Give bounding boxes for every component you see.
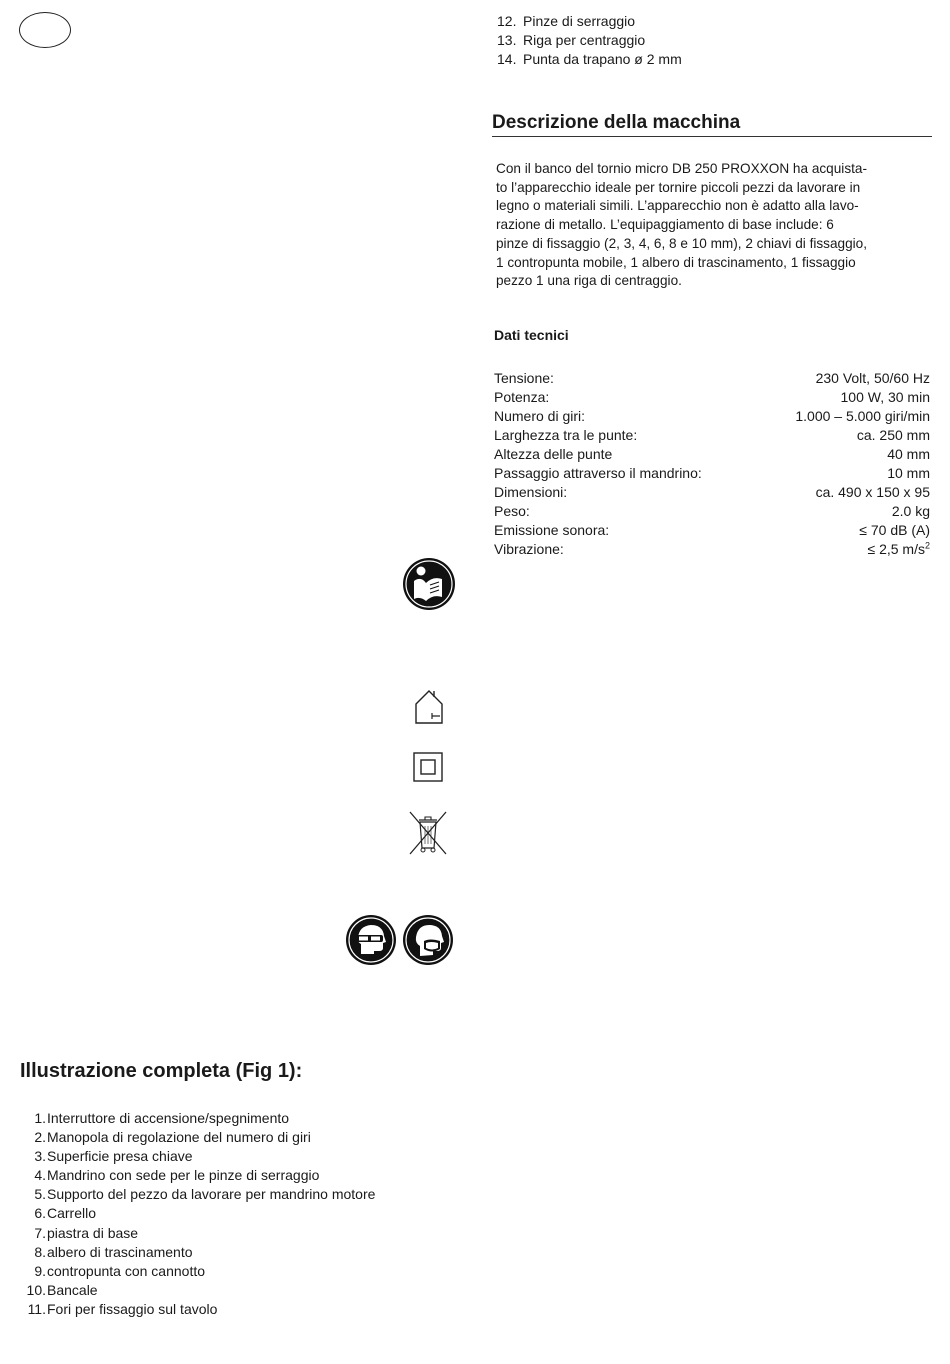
spec-value-text: ≤ 2,5 m/s (867, 541, 925, 557)
description-line: pezzo 1 una riga di centraggio. (496, 273, 682, 289)
list-item: 11. Fori per fissaggio sul tavolo (27, 1300, 218, 1317)
safety-goggles-icon (345, 914, 397, 966)
spec-label: Numero di giri: (494, 408, 586, 424)
tech-data-table (494, 369, 930, 559)
description-line: Con il banco del tornio micro DB 250 PROXXON ha acquista- (496, 161, 867, 176)
figure-parts-list (20, 1109, 440, 1319)
spec-value: 100 W, 30 min (840, 389, 930, 405)
spec-value-exponent: 2 (924, 540, 930, 551)
spec-value: 230 Volt, 50/60 Hz (815, 370, 930, 386)
spec-label: Potenza: (494, 389, 550, 405)
figure-heading: Illustrazione completa (Fig 1): (20, 1060, 303, 1082)
spec-value: ≤ 70 dB (A) (859, 522, 930, 538)
indoor-use-icon (412, 688, 446, 726)
list-item: 12. Pinze di serraggio (497, 13, 636, 29)
description-line: pinze di fissaggio (2, 3, 4, 6, 8 e 10 mm), 2 chiavi di fissaggio, (496, 235, 867, 251)
crossed-bin-icon (407, 810, 449, 856)
list-item: 8. albero di trascinamento (34, 1243, 193, 1260)
description-heading: Descrizione della macchina (492, 112, 932, 137)
read-manual-icon (402, 557, 456, 611)
spec-label: Emissione sonora: (494, 522, 610, 538)
list-item: 2. Manopola di regolazione del numero di giri (34, 1129, 311, 1146)
spec-row (494, 502, 930, 521)
spec-value: 1.000 – 5.000 giri/min (795, 408, 930, 424)
spec-value: 10 mm (887, 465, 930, 481)
description-line: 1 contropunta mobile, 1 albero di trascinamento, 1 fissaggio (496, 254, 856, 270)
list-item: 10. Bancale (26, 1281, 98, 1298)
spec-row (494, 407, 930, 426)
spec-row (494, 464, 930, 483)
spec-row (494, 445, 930, 464)
description-line: razione di metallo. L’equipaggiamento di base include: 6 (496, 217, 834, 233)
double-insulation-icon (413, 752, 443, 782)
description-line: to l’apparecchio ideale per tornire piccoli pezzi da lavorare in (496, 179, 861, 195)
list-item: 13. Riga per centraggio (497, 32, 646, 48)
spec-value: 40 mm (887, 446, 930, 462)
list-item: 6. Carrello (34, 1205, 97, 1222)
spec-value (868, 540, 931, 559)
dust-mask-icon (402, 914, 454, 966)
list-item: 4. Mandrino con sede per le pinze di serraggio (34, 1167, 320, 1184)
spec-row (494, 426, 930, 445)
list-item: 14. Punta da trapano ø 2 mm (497, 51, 682, 67)
list-item: 9. contropunta con cannotto (34, 1262, 206, 1279)
description-line: legno o materiali simili. L’apparecchio non è adatto alla lavo- (496, 198, 859, 214)
spec-label: Peso: (494, 503, 530, 519)
spec-label: Passaggio attraverso il mandrino: (494, 465, 702, 481)
list-item: 5. Supporto del pezzo da lavorare per mandrino motore (34, 1186, 376, 1203)
spec-label: Tensione: (494, 370, 554, 386)
spec-label: Dimensioni: (494, 484, 568, 500)
spec-label: Altezza delle punte (494, 446, 613, 462)
spec-row (494, 540, 930, 559)
list-item: 7. piastra di base (34, 1224, 139, 1241)
description-paragraph (496, 160, 918, 291)
spec-value: 2.0 kg (891, 503, 930, 519)
list-item: 1. Interruttore di accensione/spegnimento (34, 1110, 290, 1126)
spec-row (494, 521, 930, 540)
tech-data-heading: Dati tecnici (494, 327, 569, 343)
spec-value: ca. 250 mm (856, 427, 930, 443)
spec-row (494, 388, 930, 407)
list-item: 3. Superficie presa chiave (34, 1148, 193, 1165)
spec-row (494, 369, 930, 388)
spec-row (494, 483, 930, 502)
parts-list-continued (497, 12, 917, 69)
spec-label: Vibrazione: (494, 541, 564, 557)
language-marker-oval (19, 12, 71, 48)
spec-value: ca. 490 x 150 x 95 (815, 484, 930, 500)
spec-label: Larghezza tra le punte: (494, 427, 638, 443)
